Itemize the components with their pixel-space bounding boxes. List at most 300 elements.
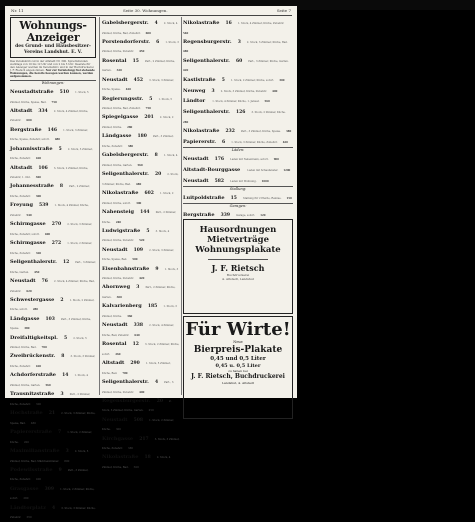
listing-price: 380 bbox=[127, 447, 134, 451]
listing-entry bbox=[183, 209, 293, 219]
listing-number: 217 bbox=[139, 436, 149, 442]
listing-price: 390 bbox=[26, 516, 32, 520]
listing-number: 3 bbox=[60, 392, 64, 398]
listing-price: 560 bbox=[264, 100, 270, 104]
listing-detail: Part., 3 Zimmer, Küche, Zubehör. bbox=[10, 468, 89, 482]
listing-number: 76 bbox=[41, 278, 48, 284]
listing-price: 260 bbox=[23, 440, 30, 444]
listing-list bbox=[183, 192, 293, 202]
listing-street: Spiegelgasse bbox=[102, 114, 139, 121]
listing-detail: Part., 2 Zimmer, Küche, Zubehör. bbox=[10, 393, 91, 406]
listing-number: 3 bbox=[211, 88, 215, 94]
listing-detail: Part., 2 Zimmer, Küche, Garten. bbox=[102, 286, 176, 300]
listing-entry bbox=[102, 395, 180, 413]
ad-price-line: 0,45 u. 0,5 Liter bbox=[215, 363, 261, 370]
listing-number: 14 bbox=[62, 373, 69, 379]
listing-detail: 1. Stock, 5 Zimmer, Küche, Bad, Zubehör. bbox=[102, 97, 172, 111]
intro-line: Nur zur Vermietung frei stehende Wohnungen, die bereits bezogen werden können, werden aufgenommen. bbox=[10, 69, 95, 78]
issue-number: Nr. 11 bbox=[11, 8, 24, 13]
listing-price: 620 bbox=[26, 289, 32, 293]
listing-detail: 1. Stock, 2 Zimmer, Küche, Zubehör. bbox=[10, 242, 93, 255]
listing-entry bbox=[10, 313, 96, 331]
ad-small-line: 4. Altstadt, Landshut bbox=[222, 277, 254, 282]
listing-price: 120 bbox=[260, 213, 266, 217]
listing-detail: 1. Stock, 5 Zimmer, Küche, Speise, Bad. bbox=[10, 91, 89, 104]
listing-number: 8 bbox=[59, 184, 64, 190]
listing-street: Seligenthalerstr. bbox=[102, 378, 149, 385]
listing-price: 780 bbox=[122, 371, 128, 375]
listing-entry bbox=[102, 281, 180, 299]
listing-street: Podewilsstraße bbox=[10, 466, 53, 473]
listing-street: Rosental bbox=[102, 57, 127, 64]
listing-entry bbox=[102, 17, 180, 35]
listing-price: 150 bbox=[286, 196, 292, 200]
listing-price: 380 bbox=[24, 327, 30, 331]
listing-detail: 2. Stock, 3 Zimmer, Küche, Bad. bbox=[102, 173, 179, 186]
listing-number: 510 bbox=[59, 90, 70, 95]
listing-detail: 1. Stock, 3 Zimmer, Küche, Zubehör. bbox=[102, 40, 179, 54]
listing-number: 232 bbox=[225, 129, 235, 135]
listing-entry bbox=[10, 124, 96, 142]
listing-detail: 1. Stock, 2 Zimmer, Küche, sofort. bbox=[102, 192, 174, 205]
listing-list bbox=[183, 153, 293, 184]
listing-street: Nikolastraße bbox=[102, 190, 139, 197]
listing-detail: 1. Stock, 5 Zimmer, Küche, Bad. bbox=[102, 362, 171, 375]
listing-entry bbox=[183, 192, 293, 202]
listing-street: Maximilianstraße bbox=[10, 447, 60, 454]
listing-number: 5 bbox=[146, 228, 150, 234]
listing-detail: 2. Stock, 5 Zimmer, Küche, Bad, Mädchenzimmer. bbox=[10, 449, 89, 463]
listing-street: Kalvarienberg bbox=[102, 303, 142, 310]
listing-street: Neuweg bbox=[183, 87, 206, 94]
listing-entry bbox=[102, 149, 180, 167]
listing-number: 185 bbox=[147, 304, 158, 310]
ad-small-line: Neue bbox=[233, 340, 243, 345]
listing-street: Neustadtstraße bbox=[10, 89, 54, 95]
listing-price: 300 bbox=[35, 402, 42, 406]
listing-entry bbox=[10, 275, 96, 293]
listing-price: 300 bbox=[279, 78, 285, 82]
listing-number: 9 bbox=[58, 467, 62, 473]
listing-detail: Part., 3 Zimmer, Küche, Zubehör. bbox=[102, 135, 174, 148]
listing-street: Nikolastraße bbox=[183, 20, 220, 26]
listing-street: Altstadt bbox=[10, 107, 33, 114]
listing-number: 338 bbox=[133, 323, 144, 329]
listing-number: 6 bbox=[156, 39, 160, 45]
listing-detail: 2. Stock, 3 Zimmer, Küche, Bad. bbox=[246, 40, 288, 44]
listing-price: 500 bbox=[132, 258, 138, 262]
listing-price: 700 bbox=[41, 346, 47, 350]
listing-detail: Part., 2 Zimmer, Küche, Garten. bbox=[102, 59, 176, 73]
listing-detail: 1. Stock, 2 Zimmer, Küche, sofort. bbox=[10, 487, 95, 501]
listing-street: Neustadt bbox=[102, 322, 128, 329]
listing-street: Zweibrückenstr. bbox=[10, 353, 56, 360]
listing-detail: 1. Stock, 4 Zimmer, Küche, Garten. bbox=[102, 154, 178, 167]
listing-number: 21 bbox=[48, 411, 56, 417]
listing-detail: Part., 2 Zimmer, Küche, Zubehör. bbox=[10, 185, 90, 199]
listing-number: 180 bbox=[137, 134, 147, 140]
listing-detail: 3. Stock, 4 Zimmer, Küche, Zubehör. bbox=[102, 229, 170, 243]
listing-price: 300 bbox=[35, 195, 42, 199]
listing-street: Neustadt bbox=[102, 416, 128, 423]
section-heading-stallung: Stallung: bbox=[183, 186, 293, 192]
listing-price: 400 bbox=[35, 478, 42, 482]
listing-entry bbox=[102, 111, 180, 129]
listing-street: Johannisstraße bbox=[10, 145, 53, 152]
listing-number: 4 bbox=[154, 379, 159, 385]
ad-line: Wohnungsplakate bbox=[195, 245, 281, 256]
intro-line: Das Vereinsbüro ist in der Altstadt Nr. 300. Sprechstunden werktags von 10 bis 12 Uhr und von 2 bis 5 Uhr. bbox=[10, 60, 88, 66]
listing-list bbox=[183, 209, 293, 219]
listing-entry bbox=[102, 187, 180, 205]
listing-street: Dreifaltigkeitspl. bbox=[10, 334, 58, 341]
listing-list bbox=[102, 17, 180, 469]
listing-price: 380 bbox=[286, 130, 292, 134]
listing-entry bbox=[10, 502, 96, 520]
listing-detail: 2. Stock, 5 Zimmer, Küche, Bad. bbox=[10, 336, 87, 350]
listing-entry bbox=[10, 483, 96, 501]
section-heading-laden: Läden: bbox=[183, 147, 293, 153]
listing-street: Porstendorferstr. bbox=[102, 38, 151, 45]
ad-price-line: 0,45 und 0,5 Liter bbox=[210, 356, 266, 363]
print-shop-ad bbox=[183, 219, 293, 314]
listing-street: Kirchgasse bbox=[102, 435, 134, 442]
listing-street: Neustadt bbox=[183, 156, 209, 163]
section-heading-garagen: Garagen: bbox=[183, 203, 293, 209]
listing-number: 5 bbox=[63, 335, 68, 341]
listing-entry bbox=[10, 237, 96, 255]
listing-street: Regierungsstr. bbox=[102, 95, 144, 102]
listing-street: Ludwigstraße bbox=[102, 227, 141, 234]
listing-detail: Laden mit Nebenraum, sofort. bbox=[230, 158, 269, 162]
listing-entry bbox=[10, 162, 96, 180]
listing-detail: 2. Stock, 2 Zimmer, Küche. bbox=[102, 116, 174, 130]
column-rule bbox=[181, 17, 182, 395]
listing-entry bbox=[183, 136, 293, 146]
listing-street: Neustadt bbox=[102, 246, 128, 253]
listing-entry bbox=[183, 175, 293, 185]
listing-street: Ländgasse bbox=[10, 315, 40, 322]
listing-price: 560 bbox=[137, 163, 143, 167]
listing-street: Ländgasse bbox=[102, 133, 132, 140]
ad-firm-name: J. F. Rietsch bbox=[211, 263, 265, 274]
listing-price: 480 bbox=[30, 421, 36, 425]
listing-number: 103 bbox=[45, 316, 55, 322]
listing-street: Neustadt bbox=[10, 277, 36, 284]
listing-price: 450 bbox=[34, 270, 40, 274]
listing-price: 300 bbox=[136, 201, 142, 205]
listing-number: 452 bbox=[133, 77, 144, 83]
masthead bbox=[10, 17, 96, 58]
listing-price: 800 bbox=[64, 459, 70, 463]
listing-street: Kastlstraße bbox=[183, 76, 216, 83]
listing-street: Freyung bbox=[10, 202, 33, 209]
listing-entry bbox=[183, 153, 293, 163]
listing-entry bbox=[102, 244, 180, 262]
listing-detail: 2. Stock, 3 Zimmer, Küche, Zubehör. bbox=[10, 147, 93, 161]
listing-number: 4 bbox=[52, 505, 56, 511]
listing-detail: 2. Stock, 3 Zimmer, Küche, Speise, Bad. bbox=[102, 248, 174, 262]
listing-detail: 1. Stock, 4 Zimmer, Küche, Garten. bbox=[10, 374, 88, 387]
listing-detail: Part., 3 Zimmer, Küche, Speise. bbox=[240, 130, 281, 134]
listing-street: Ländtor bbox=[183, 98, 206, 105]
ad-small-line: Buchdruckerei bbox=[226, 273, 250, 278]
listing-number: 3 bbox=[65, 448, 69, 454]
listing-detail: Part., 3 Zimmer, Küche, Garten. bbox=[248, 59, 289, 63]
listing-detail: 1. Stock, 4 Zimmer, Küche, Zubehör. bbox=[10, 204, 89, 217]
listing-price: 1200 bbox=[283, 168, 291, 172]
listing-number: 272 bbox=[51, 241, 62, 247]
listing-price: 320 bbox=[35, 251, 42, 255]
listing-street: Gabelsbergerstr. bbox=[102, 152, 149, 159]
listing-entry bbox=[102, 130, 180, 148]
listing-price: 420 bbox=[35, 365, 42, 369]
ad-small-line: zu haben bei bbox=[228, 369, 248, 374]
listing-number: 5 bbox=[149, 96, 153, 102]
listing-number: 9 bbox=[155, 266, 159, 272]
listing-price: 400 bbox=[44, 232, 51, 236]
ad-line: Hausordnungen bbox=[199, 225, 277, 236]
listing-street: Grasgasse bbox=[10, 485, 39, 492]
column-2 bbox=[102, 17, 180, 470]
listing-detail: 2. Stock, 3 Zimmer, Küche, Zubehör, sofort. bbox=[10, 223, 93, 236]
listing-number: 176 bbox=[214, 157, 225, 163]
listing-street: Regensburgerstr. bbox=[183, 38, 232, 45]
listing-price: 450 bbox=[139, 50, 145, 54]
listing-entry bbox=[10, 388, 96, 406]
listing-number: 602 bbox=[144, 191, 154, 197]
listing-detail: Part., 3 Zimmer, Küche, Zubehör. bbox=[102, 380, 174, 394]
listing-street: Regensburgerstr. bbox=[102, 397, 151, 404]
listing-street: Bergstraße bbox=[10, 126, 42, 133]
listing-street: Neustadt bbox=[102, 76, 128, 83]
listing-entry bbox=[10, 426, 96, 444]
column-1 bbox=[10, 17, 96, 520]
newspaper-page bbox=[5, 6, 297, 520]
listing-price: 420 bbox=[139, 277, 145, 281]
listing-number: 146 bbox=[47, 127, 58, 133]
listing-price: 300 bbox=[115, 428, 122, 432]
listing-number: 290 bbox=[130, 361, 140, 367]
listing-street: Altstadt bbox=[102, 360, 125, 367]
listing-detail: 1. Stock, 3 Zimmer, Küche, Zubehör. bbox=[231, 141, 278, 145]
listing-number: 6 bbox=[222, 140, 226, 146]
ad-divider bbox=[208, 259, 268, 260]
listing-entry bbox=[10, 350, 96, 368]
listing-price: 540 bbox=[26, 213, 32, 217]
listing-number: 508 bbox=[133, 417, 144, 423]
listing-entry bbox=[10, 464, 96, 482]
listing-detail: Laden mit Wohnung. bbox=[230, 179, 257, 183]
listing-price: 450 bbox=[148, 409, 154, 413]
listing-detail: Stallung für 2 Pferde, Remise. bbox=[243, 196, 282, 200]
listing-detail: 2. Stock, 3 Zimmer, Küche, Zubehör. bbox=[220, 89, 268, 93]
listing-price: 420 bbox=[282, 141, 288, 145]
listing-price: 320 bbox=[116, 69, 122, 73]
listing-price: 750 bbox=[51, 100, 57, 104]
listing-price: 480 bbox=[183, 50, 189, 54]
listing-street: Achdorferstraße bbox=[10, 372, 56, 379]
listing-number: 339 bbox=[220, 212, 231, 218]
listing-street: Schirmgasse bbox=[10, 240, 46, 247]
listing-detail: 2. Stock, 3 Zimmer, Küche, Speise, Bad. bbox=[10, 412, 96, 425]
listing-entry bbox=[183, 85, 293, 95]
listing-number: 144 bbox=[140, 209, 150, 215]
ad-headline: Für Wirte! bbox=[185, 319, 291, 341]
listing-street: Altstadt-Bourggasse bbox=[183, 166, 241, 173]
listing-detail: 3. Stock, 3 Zimmer, Küche, Zubehör. bbox=[102, 437, 180, 451]
listing-number: 2 bbox=[60, 297, 64, 303]
listing-street: Ahornweg bbox=[102, 284, 131, 291]
listing-price: 900 bbox=[273, 158, 279, 162]
page-heading: Seite 30. Wohnungen. bbox=[123, 8, 168, 13]
masthead-subtitle: des Grund- und Hausbesitzer-Vereins Landshut. E. V. bbox=[15, 44, 91, 55]
listing-entry bbox=[102, 74, 180, 92]
listing-street: Gabelsbergerstr. bbox=[102, 20, 149, 26]
listing-street: Eisenbahnstraße bbox=[102, 265, 150, 272]
listing-street: Hochstraße bbox=[10, 410, 43, 417]
listing-street: Seligenthalerstr. bbox=[183, 57, 230, 64]
listing-number: 309 bbox=[44, 486, 55, 492]
ad-firm-name: J. F. Rietsch, Buchdruckerei bbox=[191, 373, 285, 381]
listing-price: 420 bbox=[183, 69, 189, 73]
listing-detail: 1. Stock, 3 Zimmer, Küche. bbox=[102, 305, 177, 318]
listing-number: 15 bbox=[132, 58, 139, 64]
ad-product: Bierpreis-Plakate bbox=[193, 345, 283, 356]
listing-number: 4 bbox=[154, 21, 158, 26]
listing-entry bbox=[10, 294, 96, 312]
listing-entry bbox=[10, 445, 96, 463]
listing-price: 280 bbox=[23, 497, 29, 501]
listing-street: Papiererstr. bbox=[183, 139, 216, 146]
listing-price: 750 bbox=[145, 107, 151, 111]
listing-number: 3 bbox=[136, 285, 140, 291]
listing-detail: 1. Stock, 3 Zimmer, Küche, Speise, Zubehör, sofort. bbox=[10, 128, 88, 142]
listing-street: Seligenthalerstr. bbox=[102, 171, 149, 178]
listing-detail: 2. Stock, 4 Zimmer, Küche, Bad, Zubehör. bbox=[102, 22, 178, 35]
listing-number: 270 bbox=[51, 222, 62, 228]
listing-number: 12 bbox=[132, 342, 139, 348]
listing-street: Seligenthalerstr. bbox=[183, 109, 230, 116]
listing-detail: 1. Stock, 2 Zimmer, Küche, sofort. bbox=[10, 298, 95, 312]
listing-detail: 2. Stock, 4 Zimmer, Küche, Bad. bbox=[102, 456, 171, 470]
listing-price: 280 bbox=[127, 126, 133, 130]
listing-entry bbox=[183, 95, 293, 105]
listing-number: 8 bbox=[61, 354, 65, 360]
listing-detail: 1. Stock, 4 Zimmer, Küche, Zubehör. bbox=[237, 22, 285, 25]
listing-price: 360 bbox=[35, 176, 41, 180]
listing-entry bbox=[10, 332, 96, 350]
listing-price: 260 bbox=[115, 352, 121, 356]
listing-number: 20 bbox=[154, 172, 162, 178]
listing-entry bbox=[102, 451, 180, 469]
listing-price: 360 bbox=[127, 314, 133, 318]
listing-number: 7 bbox=[57, 430, 62, 436]
listing-detail: 2. Stock, 3 Zimmer, Küche, Garten. bbox=[102, 399, 172, 413]
listing-number: 5 bbox=[58, 146, 62, 152]
listing-entry bbox=[183, 125, 293, 135]
listing-number: 18 bbox=[144, 455, 151, 461]
section-heading-wohnungen: Wohnungen: bbox=[10, 80, 96, 86]
listing-entry bbox=[10, 105, 96, 123]
listing-entry bbox=[10, 218, 96, 236]
listing-price: 600 bbox=[26, 119, 32, 123]
listing-price: 640 bbox=[134, 333, 140, 337]
column-rule bbox=[99, 17, 100, 395]
listing-street: Johannesstraße bbox=[10, 183, 54, 190]
listing-price: 420 bbox=[125, 88, 131, 92]
listing-number: 16 bbox=[225, 21, 232, 26]
listing-detail: 3. Stock, 3 Zimmer, Küche, Zubehör. bbox=[10, 355, 96, 369]
listing-number: 201 bbox=[144, 115, 154, 121]
listing-price: 560 bbox=[45, 383, 51, 387]
listing-entry bbox=[183, 74, 293, 84]
listing-price: 480 bbox=[54, 138, 61, 142]
listing-number: 20 bbox=[156, 398, 163, 404]
listing-price: 420 bbox=[35, 157, 42, 161]
listing-number: 539 bbox=[39, 203, 49, 209]
listing-street: Schwestergasse bbox=[10, 296, 55, 303]
listing-number: 3 bbox=[237, 39, 241, 45]
listing-detail: 2. Stock, 4 Zimmer, Küche, Bad, Zubehör. bbox=[10, 279, 95, 293]
listing-entry bbox=[183, 164, 293, 174]
listing-number: 582 bbox=[214, 178, 225, 184]
listing-detail: 2. Stock, 4 Zimmer, Küche, Zubehör. bbox=[10, 109, 89, 123]
listing-list bbox=[183, 17, 293, 146]
listing-entry bbox=[183, 36, 293, 54]
listing-street: Schirmgasse bbox=[10, 221, 46, 228]
listing-price: 480 bbox=[135, 182, 142, 186]
listing-number: 15 bbox=[230, 195, 237, 201]
listing-detail: 1. Stock, 3 Zimmer, Küche, Zubehör. bbox=[102, 267, 179, 281]
listing-detail: 1. Stock, 2 Zimmer, Küche. bbox=[10, 431, 92, 444]
listing-number: 126 bbox=[235, 110, 246, 116]
listing-street: Neustadt bbox=[183, 177, 209, 184]
listing-street: Luitpoldstraße bbox=[183, 194, 225, 201]
listing-number: 5 bbox=[221, 77, 225, 83]
listing-street: Altstadt bbox=[10, 164, 33, 171]
listing-price: 520 bbox=[139, 239, 145, 243]
listing-detail: 2. Stock, 4 Zimmer, Küche, Bad, Zubehör. bbox=[102, 324, 174, 337]
listing-price: 300 bbox=[116, 296, 122, 300]
listing-price: 280 bbox=[183, 120, 189, 124]
intro-text bbox=[10, 60, 96, 78]
listing-entry bbox=[183, 17, 293, 35]
listing-entry bbox=[102, 55, 180, 73]
listing-street: Ländtorplatz bbox=[10, 504, 46, 511]
listing-list bbox=[10, 86, 96, 519]
listing-detail: Laden mit Schaufenster. bbox=[247, 168, 279, 172]
ad-line: Mietverträge bbox=[206, 235, 270, 246]
listing-street: Trausnitzstraße bbox=[10, 391, 55, 398]
listing-street: Bergstraße bbox=[183, 211, 215, 218]
listing-entry bbox=[10, 369, 96, 387]
listing-price: 280 bbox=[32, 308, 39, 312]
listing-street: Nikolastraße bbox=[183, 128, 220, 135]
listing-price: 380 bbox=[127, 144, 134, 148]
intro-line: Inserate für den Anzeiger werden im Vereinsbüro und in der Buchdruckerei J. F. Rietsch angenommen. bbox=[10, 63, 94, 72]
listing-street: Nikolastraße bbox=[102, 454, 139, 461]
innkeeper-ad bbox=[183, 316, 293, 419]
listing-detail: 3. Stock, 3 Zimmer, Küche, Zubehör. bbox=[10, 506, 96, 520]
listing-price: 600 bbox=[145, 31, 151, 35]
listing-number: 60 bbox=[235, 58, 243, 64]
listing-detail: 3. Stock, 3 Zimmer, Küche, Speise. bbox=[102, 78, 174, 92]
listing-entry bbox=[102, 300, 180, 318]
listing-street: Seligenthalerstr. bbox=[10, 259, 57, 266]
listing-detail: Garage, sofort. bbox=[236, 213, 256, 217]
listing-entry bbox=[102, 414, 180, 432]
